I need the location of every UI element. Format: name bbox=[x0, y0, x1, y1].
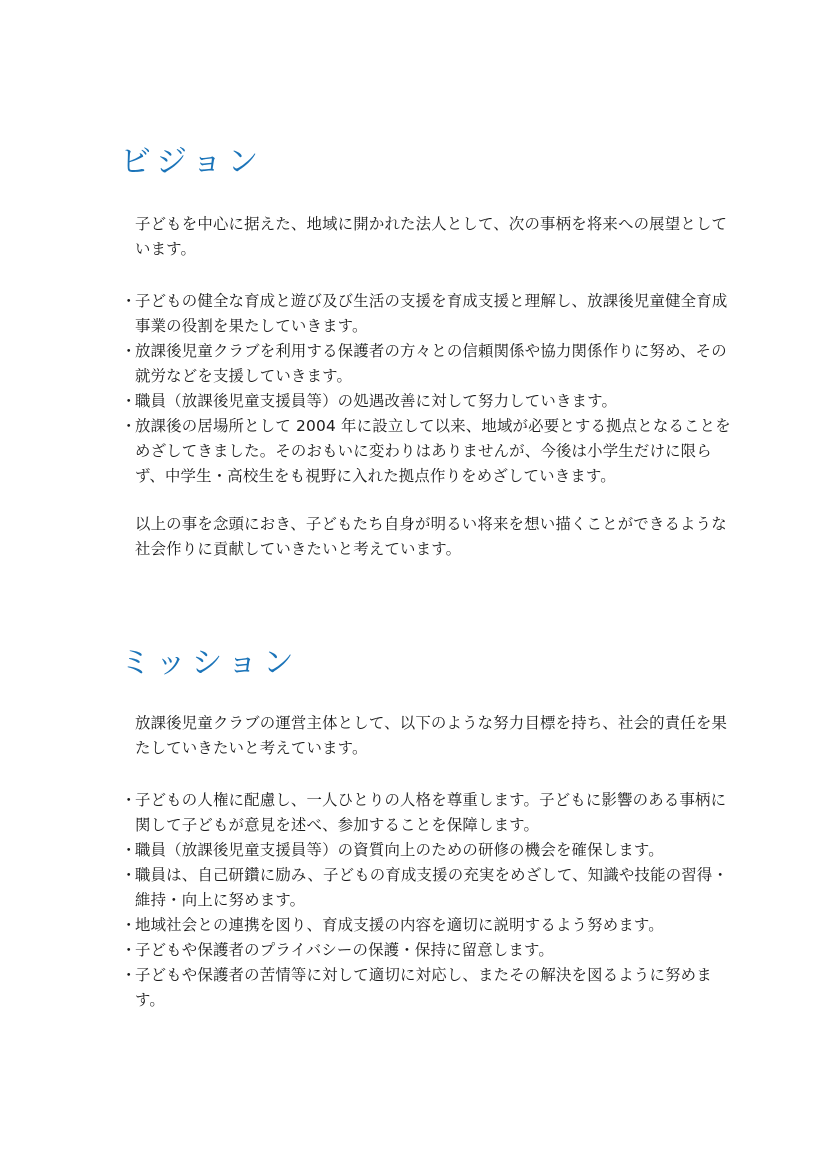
bullet-marker: ・ bbox=[121, 417, 137, 435]
list-item-text: 子どもや保護者のプライバシーの保護・保持に留意します。 bbox=[135, 941, 554, 959]
mission-list bbox=[121, 788, 735, 1013]
mission-lead-text: 放課後児童クラブの運営主体として、以下のような努力目標を持ち、社会的責任を果たしていきたいと考えています。 bbox=[135, 714, 728, 757]
list-item-text: 地域社会との連携を図り、育成支援の内容を適切に説明するよう努めます。 bbox=[135, 916, 664, 934]
list-item-text: 職員は、自己研鑽に励み、子どもの育成支援の充実をめざして、知識や技能の習得・維持・向上に努めます。 bbox=[135, 866, 729, 909]
list-item bbox=[121, 938, 735, 963]
list-item-text: 子どもの健全な育成と遊び及び生活の支援を育成支援と理解し、放課後児童健全育成事業の役割を果たしていきます。 bbox=[135, 292, 728, 335]
bullet-marker: ・ bbox=[121, 866, 137, 884]
bullet-marker: ・ bbox=[121, 791, 137, 809]
list-item-text: 放課後の居場所として 2004 年に設立して以来、地域が必要とする拠点となることをめざしてきました。そのおもいに変わりはありませんが、今後は小学生だけに限らず、中学生・高校生をも視野に入れた拠点作りをめざしていきます。 bbox=[135, 417, 731, 485]
bullet-marker: ・ bbox=[121, 916, 137, 934]
list-item bbox=[121, 963, 735, 1013]
list-item bbox=[121, 389, 735, 414]
bullet-marker: ・ bbox=[121, 941, 137, 959]
list-item bbox=[121, 838, 735, 863]
bullet-marker: ・ bbox=[121, 841, 137, 859]
list-item-text: 子どもの人権に配慮し、一人ひとりの人格を尊重します。子どもに影響のある事柄に関して子どもが意見を述べ、参加することを保障します。 bbox=[135, 791, 727, 834]
vision-heading: ビジョン bbox=[120, 144, 264, 180]
list-item bbox=[121, 788, 735, 838]
bullet-marker: ・ bbox=[121, 342, 137, 360]
bullet-marker: ・ bbox=[121, 966, 137, 984]
vision-closing-text: 以上の事を念頭におき、子どもたち自身が明るい将来を想い描くことができるような社会作りに貢献していきたいと考えています。 bbox=[135, 515, 727, 558]
list-item bbox=[121, 339, 735, 389]
list-item bbox=[121, 414, 735, 489]
list-item-text: 放課後児童クラブを利用する保護者の方々との信頼関係や協力関係作りに努め、その就労などを支援していきます。 bbox=[135, 342, 727, 385]
vision-list bbox=[121, 289, 735, 489]
vision-lead-text: 子どもを中心に据えた、地域に開かれた法人として、次の事柄を将来への展望としています。 bbox=[135, 215, 728, 258]
list-item bbox=[121, 289, 735, 339]
list-item bbox=[121, 913, 735, 938]
list-item bbox=[121, 863, 735, 913]
list-item-text: 職員（放課後児童支援員等）の資質向上のための研修の機会を確保します。 bbox=[135, 841, 664, 859]
mission-heading: ミッション bbox=[120, 645, 299, 681]
bullet-marker: ・ bbox=[121, 392, 137, 410]
bullet-marker: ・ bbox=[121, 292, 137, 310]
list-item-text: 職員（放課後児童支援員等）の処遇改善に対して努力していきます。 bbox=[135, 392, 618, 410]
list-item-text: 子どもや保護者の苦情等に対して適切に対応し、またその解決を図るように努めます。 bbox=[135, 966, 712, 1009]
